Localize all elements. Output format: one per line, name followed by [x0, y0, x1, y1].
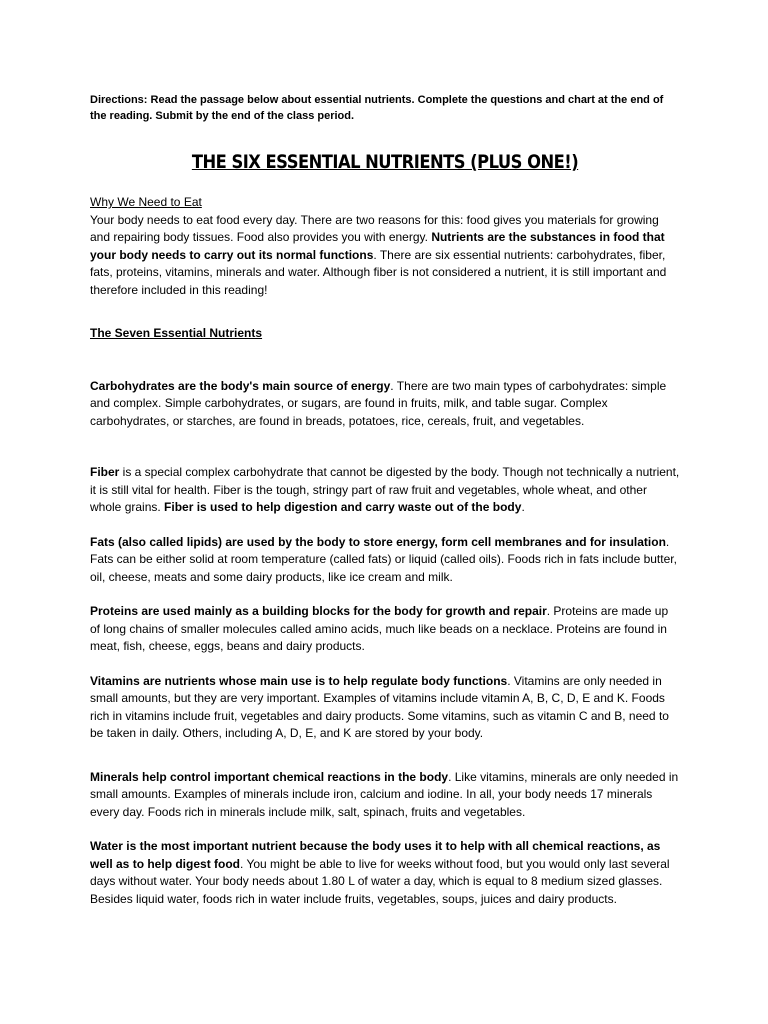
water-bold: Water is the most important nutrient because the body uses it to help with all chemical reactions, as well as to help digest food	[90, 839, 661, 871]
vitamins-text: . Vitamins are only needed in small amounts, but they are very important. Examples of vitamins include vitamin A, B, C, D, E and K. Foods rich in vitamins include fruit, vegetables and dairy products. Some vitamins, such as vitamin C and B, need to be taken in daily. Others, including A, D, E, and K are stored by your body.	[90, 673, 669, 740]
fiber-text-2: .	[521, 500, 525, 514]
paragraph-why-we-need-to-eat	[90, 212, 680, 300]
water-text: . You might be able to live for weeks without food, but you would only last several days without water. Your body needs about 1.80 L of water a day, which is equal to 8 medium sized glasses. Besides liquid water, foods rich in water include fruits, vegetables, soups, juices and dairy products.	[90, 856, 670, 906]
why-bold: Nutrients are the substances in food that your body needs to carry out its normal functions	[90, 230, 665, 262]
why-text-1: Your body needs to eat food every day. There are two reasons for this: food gives you materials for growing and repairing body tissues. Food also provides you with energy.	[90, 212, 659, 244]
paragraph-fats	[90, 534, 680, 587]
minerals-bold: Minerals help control important chemical reactions in the body	[90, 769, 449, 784]
section-heading-seven-nutrients: The Seven Essential Nutrients	[90, 326, 263, 340]
fats-text: . Fats can be either solid at room temperature (called fats) or liquid (called oils). Foods rich in fats include butter, oil, cheese, meats and some dairy products, like ice cream and milk.	[90, 534, 677, 584]
paragraph-carbohydrates	[90, 378, 680, 431]
page-title: THE SIX ESSENTIAL NUTRIENTS (PLUS ONE!)	[191, 151, 579, 173]
paragraph-proteins	[90, 603, 680, 656]
proteins-bold: Proteins are used mainly as a building blocks for the body for growth and repair	[90, 604, 547, 618]
why-text-2: . There are six essential nutrients: carbohydrates, fiber, fats, proteins, vitamins, minerals and water. Although fiber is not considered a nutrient, it is still important and therefore included in this reading!	[90, 247, 667, 297]
paragraph-vitamins	[90, 673, 680, 743]
carbs-text: . There are two main types of carbohydrates: simple and complex. Simple carbohydrates, or sugars, are found in fruits, milk, and table sugar. Complex carbohydrates, or starches, are found in breads, potatoes, rice, cereals, fruit, and vegetables.	[90, 378, 667, 428]
carbs-bold: Carbohydrates are the body's main source of energy	[90, 378, 391, 393]
fiber-bold-1: Fiber	[90, 465, 120, 479]
paragraph-fiber	[90, 464, 680, 517]
paragraph-water	[90, 838, 680, 908]
vitamins-bold: Vitamins are nutrients whose main use is to help regulate body functions	[90, 673, 508, 688]
fiber-bold-2: Fiber is used to help digestion and carry waste out of the body	[164, 500, 522, 514]
fats-bold: Fats (also called lipids) are used by the body to store energy, form cell membranes and for insulation	[90, 534, 666, 549]
paragraph-minerals	[90, 769, 680, 822]
document-page	[90, 92, 680, 908]
minerals-text: . Like vitamins, minerals are only needed in small amounts. Examples of minerals include iron, calcium and iodine. In all, your body needs 17 minerals every day. Foods rich in minerals include milk, salt, spinach, fruits and vegetables.	[90, 769, 679, 819]
directions-text: Directions: Read the passage below about essential nutrients. Complete the questions and chart at the end of the reading. Submit by the end of the class period.	[90, 94, 664, 122]
fiber-text-1: is a special complex carbohydrate that cannot be digested by the body. Though not technically a nutrient, it is still vital for health. Fiber is the tough, stringy part of raw fruit and vegetables, whole wheat, and other whole grains.	[90, 465, 680, 514]
proteins-text: . Proteins are made up of long chains of smaller molecules called amino acids, much like beads on a necklace. Proteins are found in meat, fish, cheese, eggs, beans and dairy products.	[90, 604, 669, 653]
section-heading-why-we-need-to-eat: Why We Need to Eat	[90, 195, 202, 209]
